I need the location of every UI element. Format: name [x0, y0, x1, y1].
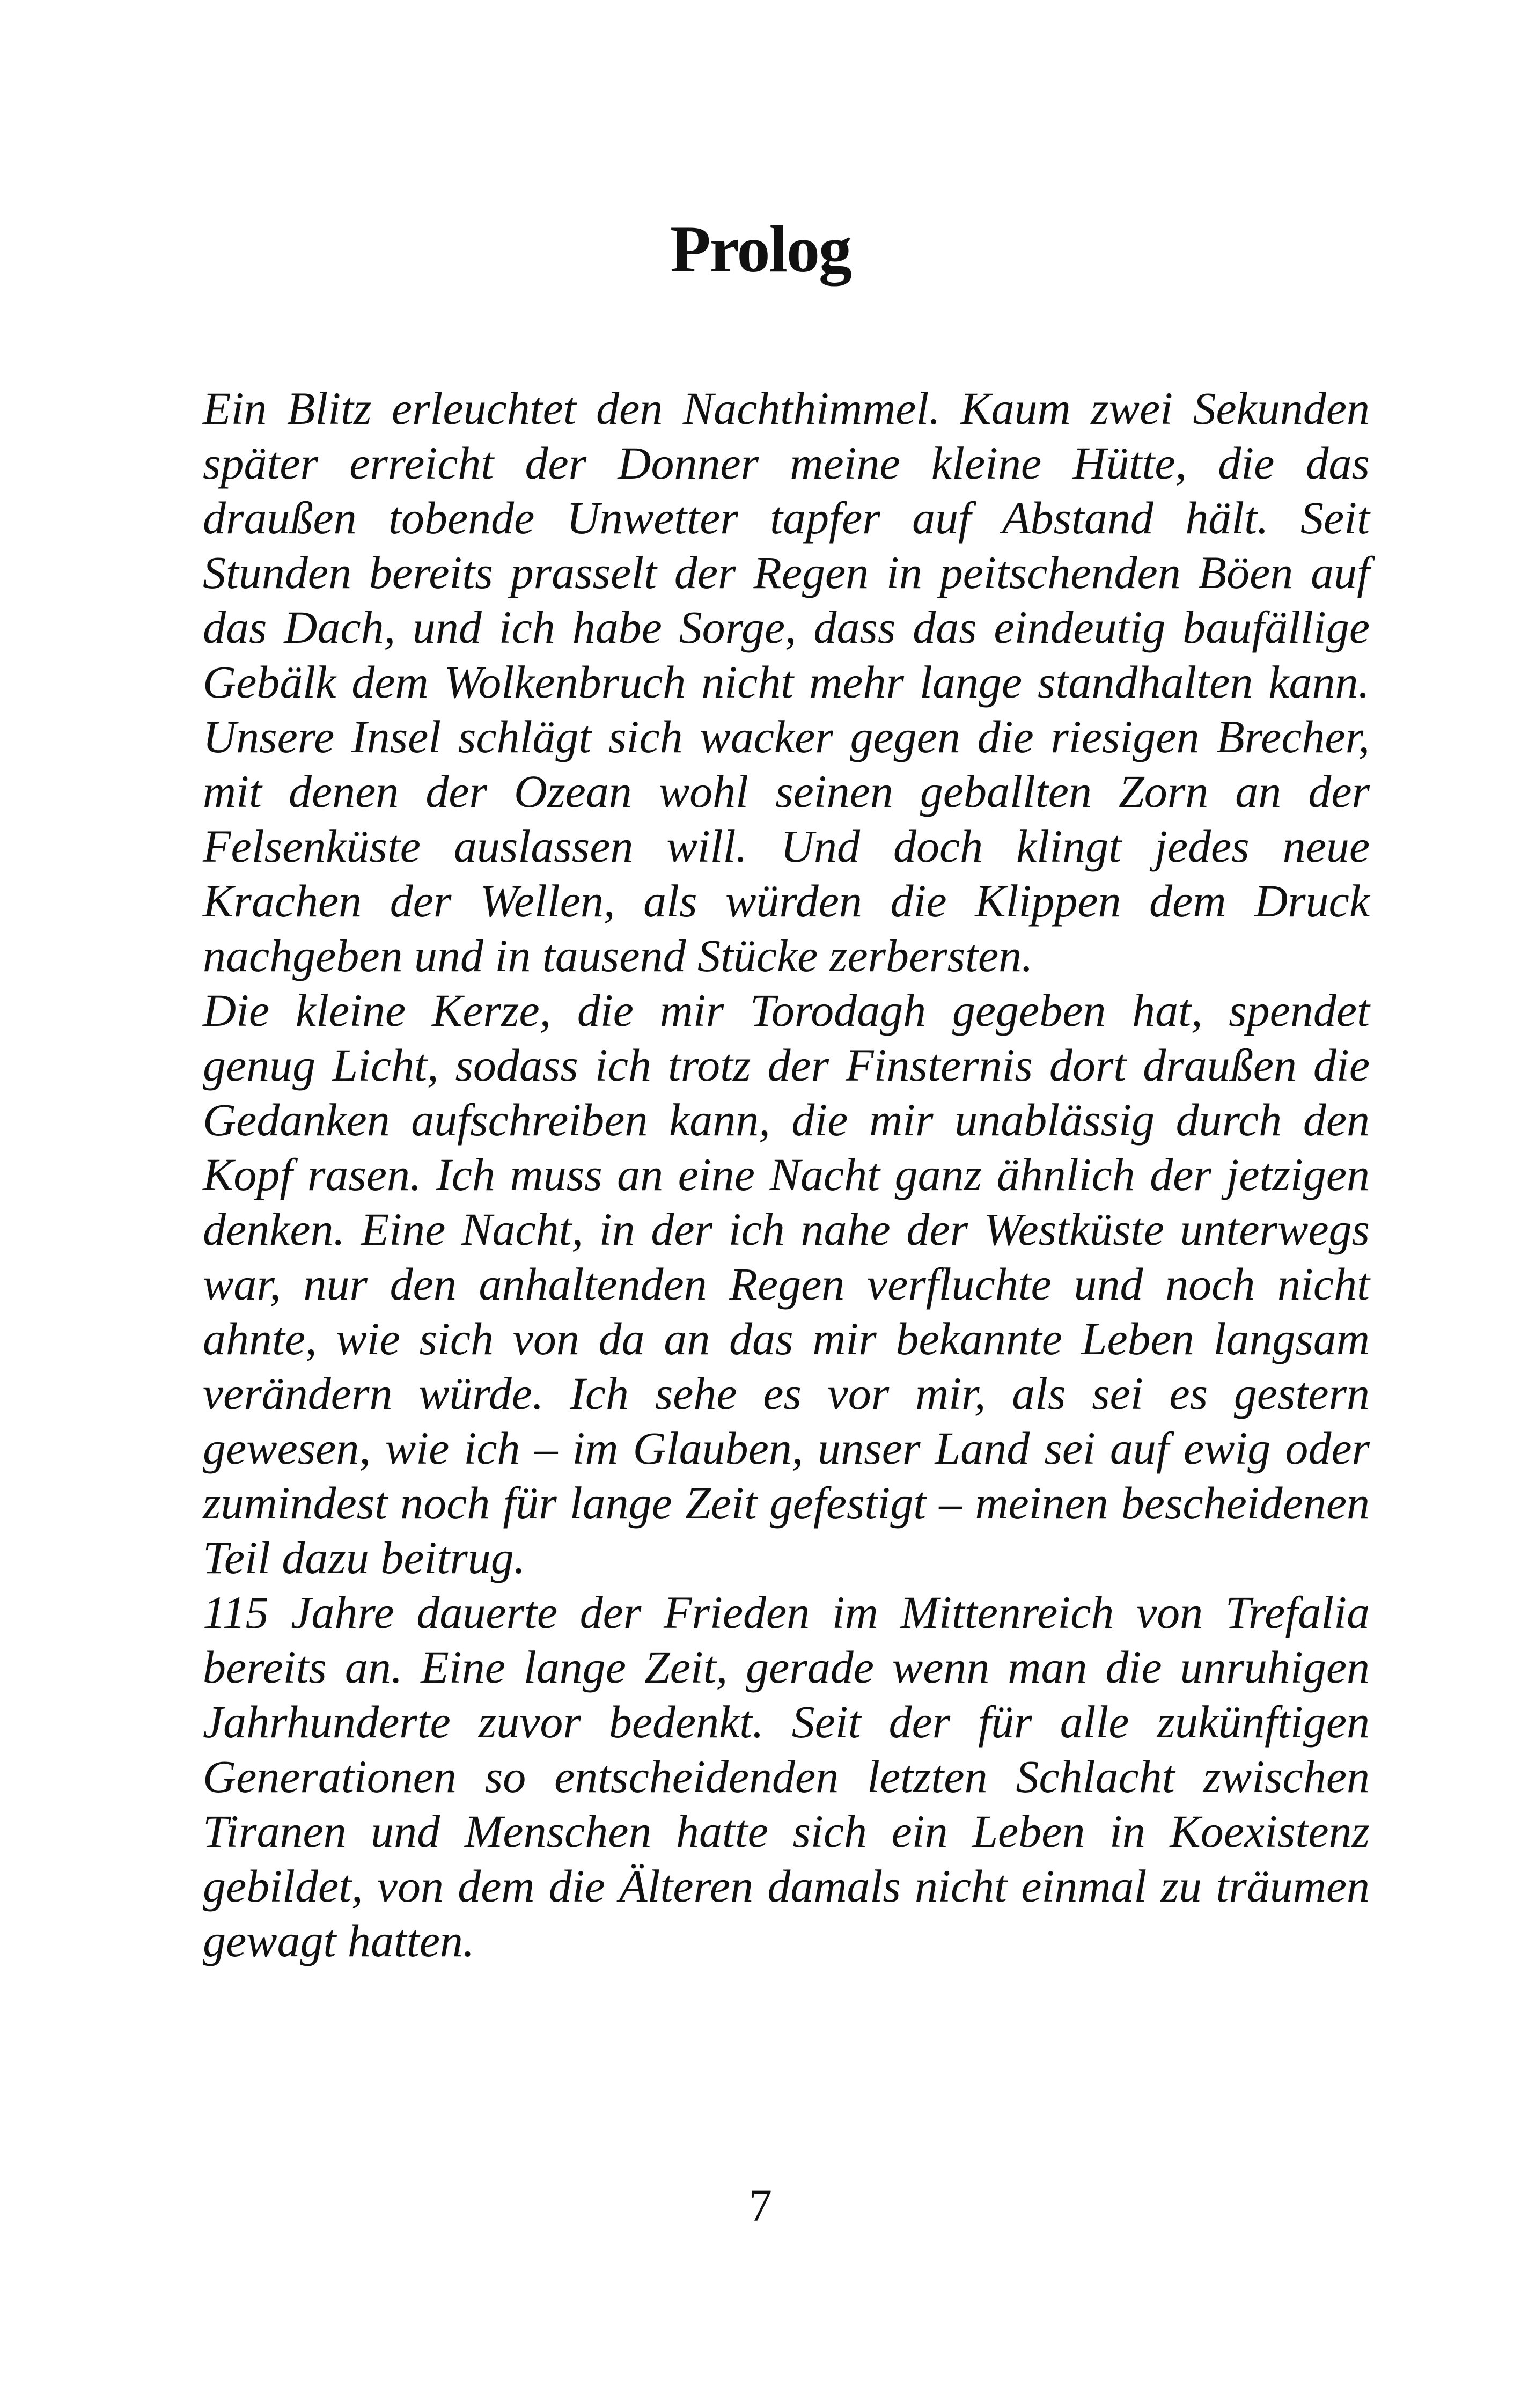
chapter-body: [203, 381, 1370, 1968]
paragraph-1: Ein Blitz erleuchtet den Nachthimmel. Kaum zwei Sekunden später erreicht der Donner meine kleine Hütte, die das draußen tobende Unwetter tapfer auf Abstand hält. Seit Stunden bereits prasselt der Regen in peitschenden Böen auf das Dach, und ich habe Sorge, dass das eindeutig baufällige Gebälk dem Wolkenbruch nicht mehr lange standhalten kann. Unsere Insel schlägt sich wacker gegen die riesigen Brecher, mit denen der Ozean wohl seinen geballten Zorn an der Felsenküste auslassen will. Und doch klingt jedes neue Krachen der Wellen, als würden die Klippen dem Druck nachgeben und in tausend Stücke zerbersten.: [203, 383, 1370, 981]
page-number: 7: [749, 2179, 772, 2231]
paragraph-2: Die kleine Kerze, die mir Torodagh gegeben hat, spendet genug Licht, sodass ich trotz der Finsternis dort draußen die Gedanken aufschreiben kann, die mir unablässig durch den Kopf rasen. Ich muss an eine Nacht ganz ähnlich der jetzigen denken. Eine Nacht, in der ich nahe der Westküste unterwegs war, nur den anhaltenden Regen verfluchte und noch nicht ahnte, wie sich von da an das mir bekannte Leben langsam verändern würde. Ich sehe es vor mir, als sei es gestern gewesen, wie ich – im Glauben, unser Land sei auf ewig oder zumindest noch für lange Zeit gefestigt – meinen bescheidenen Teil dazu beitrug.: [203, 985, 1370, 1583]
chapter-title: Prolog: [670, 212, 851, 286]
paragraph-3: 115 Jahre dauerte der Frieden im Mittenreich von Trefalia bereits an. Eine lange Zeit, gerade wenn man die unruhigen Jahrhunderte zuvor bedenkt. Seit der für alle zukünftigen Generationen so entscheidenden letzten Schlacht zwischen Tiranen und Menschen hatte sich ein Leben in Koexistenz gebildet, von dem die Älteren damals nicht einmal zu träumen gewagt hatten.: [203, 1587, 1370, 1966]
